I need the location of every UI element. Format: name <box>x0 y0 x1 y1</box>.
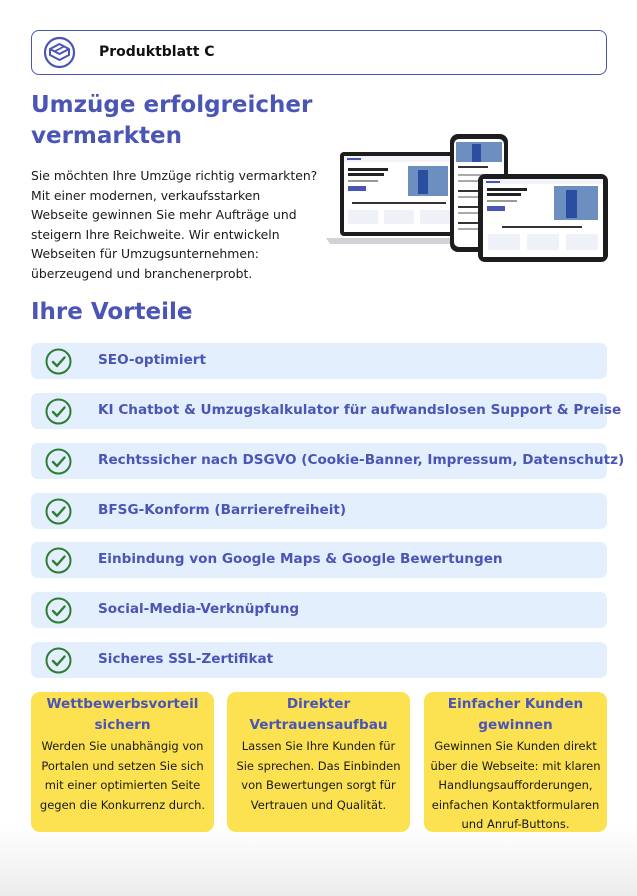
benefit-item <box>31 393 622 429</box>
card-text-line: Sie sprechen. Das Einbinden <box>236 758 401 773</box>
card-text-line: Lassen Sie Ihre Kunden für <box>241 739 396 753</box>
product-sheet-title: Produktblatt C <box>99 44 215 60</box>
check-circle-icon <box>45 597 72 624</box>
device-mockups-image <box>322 130 612 270</box>
card-text-line: Werden Sie unabhängig von <box>41 739 204 753</box>
card-competitive-advantage <box>31 692 214 832</box>
intro-line: Webseite gewinnen Sie mehr Aufträge und <box>31 207 297 223</box>
intro-line: Mit einer modernen, verkaufsstarken <box>31 187 261 203</box>
benefit-label: BFSG-Konform (Barrierefreiheit) <box>98 502 347 518</box>
card-title-line: Vertrauensaufbau <box>249 717 388 733</box>
card-title-line: Direkter <box>286 696 351 712</box>
card-trust-building <box>227 692 410 832</box>
benefit-item <box>31 542 607 578</box>
card-title-line: Einfacher Kunden <box>447 696 584 712</box>
intro-line: steigern Ihre Reichweite. Wir entwickeln <box>31 226 280 242</box>
page-footer-shade <box>0 826 637 896</box>
benefit-label: Sicheres SSL-Zertifikat <box>98 651 274 667</box>
check-circle-icon <box>45 647 72 674</box>
card-title-line: sichern <box>94 717 151 733</box>
benefit-item <box>31 493 607 529</box>
benefit-item <box>31 592 607 628</box>
intro-line: überzeugend und branchenerprobt. <box>31 265 253 281</box>
card-text <box>424 737 607 835</box>
section-title-benefits: Ihre Vorteile <box>31 299 193 325</box>
benefit-label: SEO-optimiert <box>98 352 207 368</box>
card-text <box>31 737 214 815</box>
check-circle-icon <box>45 398 72 425</box>
card-text <box>227 737 410 815</box>
card-text-line: und Anruf-Buttons. <box>461 817 570 832</box>
intro-line: Sie möchten Ihre Umzüge richtig vermarkten? <box>31 168 318 183</box>
headline-line: vermarkten <box>31 123 183 149</box>
benefit-item <box>31 443 625 479</box>
card-text-line: einfachen Kontaktformularen <box>431 797 600 812</box>
card-customer-acquisition <box>424 692 607 832</box>
intro-paragraph <box>31 166 321 284</box>
card-text-line: von Bewertungen sorgt für <box>241 778 396 793</box>
card-text-line: Gewinnen Sie Kunden direkt <box>434 739 597 753</box>
box-ribbon-logo-icon <box>43 36 76 69</box>
benefit-label: KI Chatbot & Umzugskalkulator für aufwandslosen Support & Preise <box>98 402 622 418</box>
card-title <box>31 694 214 736</box>
check-circle-icon <box>45 547 72 574</box>
headline <box>31 90 331 152</box>
card-title-line: Wettbewerbsvorteil <box>46 696 199 712</box>
header-box <box>31 30 607 75</box>
benefit-item <box>31 642 607 678</box>
card-text-line: mit einer optimierten Seite <box>44 778 201 793</box>
check-circle-icon <box>45 348 72 375</box>
card-text-line: gegen die Konkurrenz durch. <box>39 797 206 812</box>
card-text-line: Vertrauen und Qualität. <box>250 797 387 812</box>
benefit-label: Rechtssicher nach DSGVO (Cookie-Banner, Impressum, Datenschutz) <box>98 452 625 468</box>
benefit-item <box>31 343 607 379</box>
card-text-line: über die Webseite: mit klaren <box>430 758 601 773</box>
benefit-label: Social-Media-Verknüpfung <box>98 601 300 617</box>
check-circle-icon <box>45 448 72 475</box>
check-circle-icon <box>45 498 72 525</box>
benefit-label: Einbindung von Google Maps & Google Bewertungen <box>98 551 503 567</box>
card-text-line: Handlungsaufforderungen, <box>438 778 593 793</box>
intro-line: Webseiten für Umzugsunternehmen: <box>31 246 259 262</box>
card-title <box>227 694 410 736</box>
card-title-line: gewinnen <box>478 717 553 733</box>
headline-line: Umzüge erfolgreicher <box>31 92 313 118</box>
card-text-line: Portalen und setzen Sie sich <box>41 758 204 773</box>
tablet-mockup <box>478 174 608 262</box>
card-title <box>424 694 607 736</box>
